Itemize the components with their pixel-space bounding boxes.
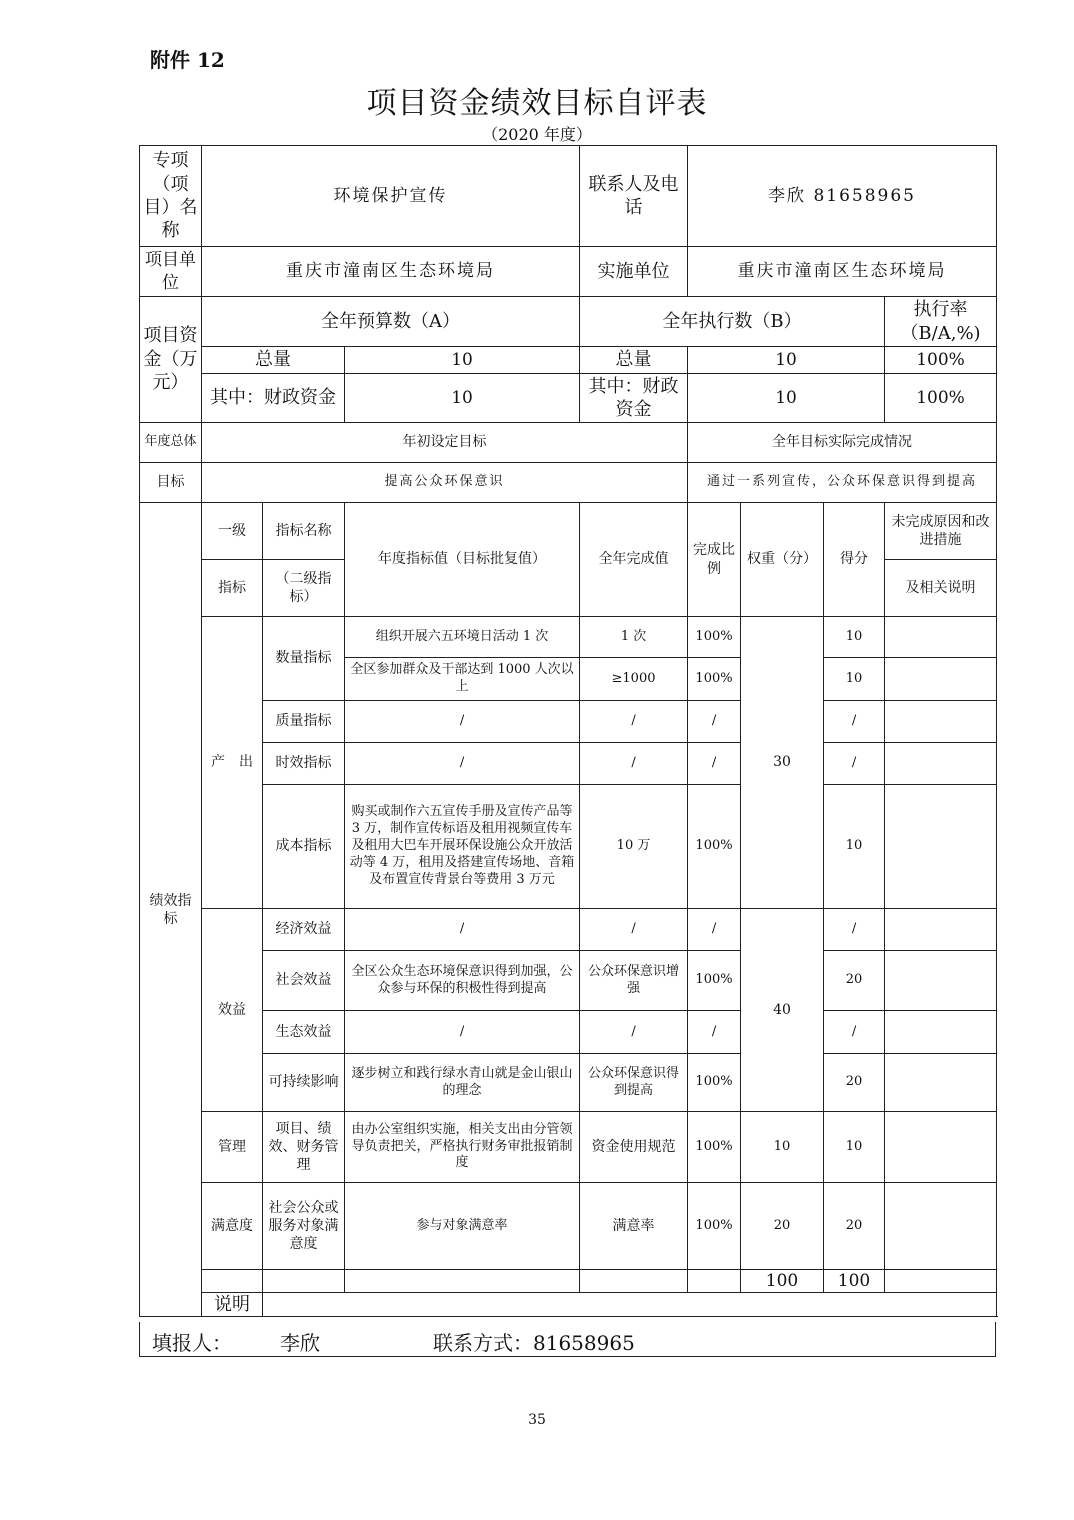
exec-fiscal-label: 其中：财政资金	[580, 374, 688, 423]
rate-total: 100%	[885, 347, 997, 374]
management-target: 由办公室组织实施，相关支出由分管领导负责把关，严格执行财务审批报销制度	[345, 1112, 580, 1183]
eco-score: /	[824, 1011, 885, 1054]
social-completed: 公众环保意识增强	[580, 951, 688, 1011]
cost-label: 成本指标	[263, 785, 345, 909]
project-name: 环境保护宣传	[202, 146, 580, 247]
reporter-contact: 联系方式：81658965	[433, 1331, 635, 1355]
sustain-target: 逐步树立和践行绿水青山就是金山银山的理念	[345, 1054, 580, 1112]
cost-target: 购买或制作六五宣传手册及宣传产品等 3 万，制作宣传标语及租用视频宣传车及租用大巴车开展环保设施公众开放活动等 4 万，租用及搭建宣传场地、音箱及布置宣传背景台等费用 3 万元	[345, 785, 580, 909]
cost-score: 10	[824, 785, 885, 909]
ratio-header: 完成比例	[688, 503, 741, 617]
q1-target: 组织开展六五环境日活动 1 次	[345, 617, 580, 658]
cost-reason	[885, 785, 997, 909]
sustain-ratio: 100%	[688, 1054, 741, 1112]
management-level1: 管理	[202, 1112, 263, 1183]
quality-ratio: /	[688, 701, 741, 743]
social-reason	[885, 951, 997, 1011]
weight-header: 权重（分）	[741, 503, 824, 617]
time-target: /	[345, 743, 580, 785]
management-label: 项目、绩效、财务管理	[263, 1112, 345, 1183]
satisfaction-target: 参与对象满意率	[345, 1183, 580, 1270]
page-title: 项目资金绩效目标自评表	[366, 86, 708, 121]
year-label: （2020 年度）	[482, 125, 592, 144]
total-blank-6	[885, 1270, 997, 1293]
set-goal-label: 年初设定目标	[202, 423, 688, 463]
management-reason	[885, 1112, 997, 1183]
contact-value: 李欣 81658965	[688, 146, 997, 247]
q2-reason	[885, 658, 997, 701]
project-unit: 重庆市潼南区生态环境局	[202, 247, 580, 297]
exec-total: 10	[688, 347, 885, 374]
social-ratio: 100%	[688, 951, 741, 1011]
output-weight: 30	[741, 617, 824, 909]
econ-ratio: /	[688, 909, 741, 951]
econ-score: /	[824, 909, 885, 951]
sustain-reason	[885, 1054, 997, 1112]
management-score: 10	[824, 1112, 885, 1183]
satisfaction-ratio: 100%	[688, 1183, 741, 1270]
budget-label: 全年预算数（A）	[202, 297, 580, 347]
total-weight: 100	[741, 1270, 824, 1293]
benefit-weight: 40	[741, 909, 824, 1112]
page-number: 35	[528, 1412, 546, 1428]
eco-label: 生态效益	[263, 1011, 345, 1054]
level2-header-top: 指标名称	[263, 503, 345, 560]
budget-fiscal-label: 其中：财政资金	[202, 374, 345, 423]
annual-goal-label: 年度总体	[140, 423, 202, 463]
actual-goal: 通过一系列宣传，公众环保意识得到提高	[688, 463, 997, 503]
completed-header: 全年完成值	[580, 503, 688, 617]
reason-header-top: 未完成原因和改进措施	[885, 503, 997, 560]
level1-header-top: 一级	[202, 503, 263, 560]
contact-label: 联系人及电话	[580, 146, 688, 247]
time-completed: /	[580, 743, 688, 785]
evaluation-table	[139, 145, 997, 1317]
total-blank-2	[263, 1270, 345, 1293]
goal-label: 目标	[140, 463, 202, 503]
social-label: 社会效益	[263, 951, 345, 1011]
notes-value	[263, 1293, 997, 1317]
time-ratio: /	[688, 743, 741, 785]
reporter-name: 李欣	[280, 1331, 320, 1355]
q1-ratio: 100%	[688, 617, 741, 658]
score-header: 得分	[824, 503, 885, 617]
sustain-score: 20	[824, 1054, 885, 1112]
reporter-row	[139, 1322, 996, 1357]
total-blank-5	[688, 1270, 741, 1293]
q1-completed: 1 次	[580, 617, 688, 658]
exec-label: 全年执行数（B）	[580, 297, 885, 347]
social-score: 20	[824, 951, 885, 1011]
budget-total-label: 总量	[202, 347, 345, 374]
q2-ratio: 100%	[688, 658, 741, 701]
level2-header-bottom: （二级指标）	[263, 560, 345, 617]
total-blank-3	[345, 1270, 580, 1293]
notes-label: 说明	[202, 1293, 263, 1317]
attachment-label: 附件 12	[150, 48, 225, 72]
econ-label: 经济效益	[263, 909, 345, 951]
satisfaction-completed: 满意率	[580, 1183, 688, 1270]
impl-unit: 重庆市潼南区生态环境局	[688, 247, 997, 297]
management-weight: 10	[741, 1112, 824, 1183]
budget-total: 10	[345, 347, 580, 374]
management-completed: 资金使用规范	[580, 1112, 688, 1183]
quantity-label: 数量指标	[263, 617, 345, 701]
total-blank-4	[580, 1270, 688, 1293]
satisfaction-reason	[885, 1183, 997, 1270]
time-reason	[885, 743, 997, 785]
quality-completed: /	[580, 701, 688, 743]
satisfaction-label: 社会公众或服务对象满意度	[263, 1183, 345, 1270]
q2-target: 全区参加群众及干部达到 1000 人次以上	[345, 658, 580, 701]
q1-reason	[885, 617, 997, 658]
exec-fiscal: 10	[688, 374, 885, 423]
econ-target: /	[345, 909, 580, 951]
rate-label: 执行率（B/A,%)	[885, 297, 997, 347]
budget-fiscal: 10	[345, 374, 580, 423]
exec-total-label: 总量	[580, 347, 688, 374]
satisfaction-level1: 满意度	[202, 1183, 263, 1270]
rate-fiscal: 100%	[885, 374, 997, 423]
quality-reason	[885, 701, 997, 743]
social-target: 全区公众生态环境保意识得到加强，公众参与环保的积极性得到提高	[345, 951, 580, 1011]
time-label: 时效指标	[263, 743, 345, 785]
sustain-completed: 公众环保意识得到提高	[580, 1054, 688, 1112]
cost-ratio: 100%	[688, 785, 741, 909]
project-name-label: 专项（项目）名称	[140, 146, 202, 247]
level1-header-bottom: 指标	[202, 560, 263, 617]
econ-reason	[885, 909, 997, 951]
funds-label: 项目资金（万元）	[140, 297, 202, 423]
q1-score: 10	[824, 617, 885, 658]
indicators-label: 绩效指标	[140, 503, 202, 1317]
target-header: 年度指标值（目标批复值）	[345, 503, 580, 617]
output-level1: 产 出	[202, 617, 263, 909]
quality-target: /	[345, 701, 580, 743]
total-score: 100	[824, 1270, 885, 1293]
sustain-label: 可持续影响	[263, 1054, 345, 1112]
cost-completed: 10 万	[580, 785, 688, 909]
benefit-level1: 效益	[202, 909, 263, 1112]
q2-completed: ≥1000	[580, 658, 688, 701]
econ-completed: /	[580, 909, 688, 951]
q2-score: 10	[824, 658, 885, 701]
impl-unit-label: 实施单位	[580, 247, 688, 297]
time-score: /	[824, 743, 885, 785]
reporter-label: 填报人：	[152, 1331, 232, 1355]
actual-goal-label: 全年目标实际完成情况	[688, 423, 997, 463]
set-goal: 提高公众环保意识	[202, 463, 688, 503]
total-blank-1	[202, 1270, 263, 1293]
eco-target: /	[345, 1011, 580, 1054]
management-ratio: 100%	[688, 1112, 741, 1183]
eco-reason	[885, 1011, 997, 1054]
satisfaction-score: 20	[824, 1183, 885, 1270]
reason-header-bottom: 及相关说明	[885, 560, 997, 617]
eco-ratio: /	[688, 1011, 741, 1054]
eco-completed: /	[580, 1011, 688, 1054]
project-unit-label: 项目单位	[140, 247, 202, 297]
quality-score: /	[824, 701, 885, 743]
satisfaction-weight: 20	[741, 1183, 824, 1270]
quality-label: 质量指标	[263, 701, 345, 743]
